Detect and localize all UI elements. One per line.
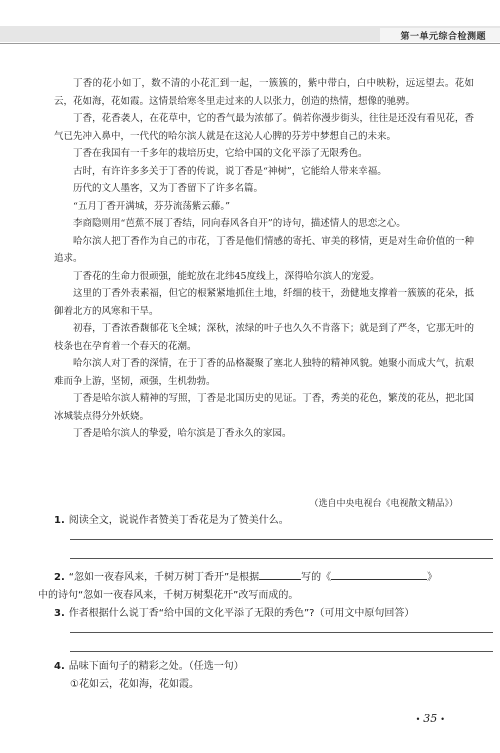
questions (38, 512, 479, 694)
question-number: 2. (54, 572, 65, 583)
question-text: “忽如一夜春风来，千树万树丁香开”是根据 (68, 572, 260, 583)
passage-paragraph: “五月丁香开满城，芬芬流荡紫云藤。” (73, 200, 230, 212)
question-text: 作者根据什么说丁香“给中国的文化平添了无限的秀色”?（可用文中原句回答） (68, 608, 415, 619)
question-number: 1. (54, 515, 65, 526)
passage-paragraph: 哈尔滨人对丁香的深情，在于丁香的品格凝聚了塞北人独特的精神风貌。她聚小而成大气，抗艰难而争上游，坚韧，顽强，生机勃勃。 (54, 358, 474, 387)
bullet-icon: • (440, 715, 445, 724)
question-text: 阅读全文，说说作者赞美丁香花是为了赞美什么。 (68, 515, 289, 526)
question-text: 》 (427, 572, 438, 583)
passage-paragraph: 初春，丁香浓香馥郁花飞全城；深秋，浓绿的叶子也久久不肯落下；就是到了严冬，它那无叶的枝条也在孕育着一个春天的花潮。 (54, 323, 474, 352)
question-2 (54, 569, 479, 587)
question-number: 3. (54, 608, 65, 619)
question-number: 4. (54, 661, 65, 672)
passage-paragraph: 丁香是哈尔滨人精神的写照，丁香是北国历史的见证。丁香，秀美的花色，繁茂的花丛，把北国冰城装点得分外妖娆。 (54, 393, 474, 422)
question-text: 中的诗句“忽如一夜春风来，千树万树梨花开”改写而成的。 (38, 590, 299, 601)
page-number (413, 712, 448, 725)
question-4 (54, 658, 479, 676)
passage-paragraph: 哈尔滨人把丁香作为自己的市花，丁香是他们情感的寄托、审美的移情，更是对生命价值的一种追求。 (54, 235, 474, 264)
passage-paragraph: 丁香的花小如丁，数不清的小花汇到一起，一簇簇的，紫中带白，白中映粉，远远望去。花如云，花如海，花如霞。这情景给寒冬里走过来的人以张力，创造的热情，想像的驰骋。 (54, 78, 474, 107)
option-text: ①花如云，花如海，花如霞。 (70, 679, 199, 690)
passage-paragraph: 这里的丁香外表素福，但它的根紧紧地抓住土地，纤细的枝干，劲健地支撑着一簇簇的花朵，抵御着北方的风寒和干旱。 (54, 288, 474, 317)
passage-paragraph: 历代的文人墨客，又为丁香留下了许多名篇。 (73, 183, 264, 194)
page-number-value: 35 (423, 712, 438, 725)
fill-blank-author[interactable] (259, 569, 301, 580)
question-2-line-2 (38, 587, 479, 605)
passage-paragraph: 丁香花的生命力很顽强，能蛇放在北纬45度线上，深得哈尔滨人的宠爱。 (73, 270, 380, 282)
question-text: 写的《 (301, 572, 332, 583)
header-divider (0, 43, 500, 44)
question-3 (54, 605, 479, 623)
passage-paragraph: 丁香，花香袭人，在花草中，它的香气最为浓郁了。倘若你漫步街头，往往是还没有看见花，香气已先冲入鼻中，一代代的哈尔滨人就是在这沁人心脾的芬芳中梦想自己的未来。 (54, 113, 474, 142)
source-citation: （选自中央电视台《电视散文精品》） (309, 499, 458, 509)
passage (54, 75, 474, 443)
question-1 (54, 512, 479, 530)
question-text: 品味下面句子的精彩之处。（任选一句） (68, 661, 244, 672)
fill-blank-title[interactable] (331, 569, 427, 580)
question-4-item-1 (70, 676, 479, 694)
passage-paragraph: 丁香在我国有一千多年的栽培历史，它给中国的文化平添了无限秀色。 (73, 148, 368, 159)
bullet-icon: • (415, 715, 421, 724)
passage-paragraph: 李商隐则用“芭蕉不展丁香结，同向春风各自开”的诗句，描述情人的思恋之心。 (73, 218, 406, 229)
passage-paragraph: 古时，有许许多多关于丁香的传说，说丁香是“神树”，它能给人带来幸福。 (73, 165, 387, 177)
section-title: 第一单元综合检测题 (400, 32, 486, 42)
passage-paragraph: 丁香是哈尔滨人的挚爱，哈尔滨是丁香永久的家园。 (73, 428, 292, 439)
